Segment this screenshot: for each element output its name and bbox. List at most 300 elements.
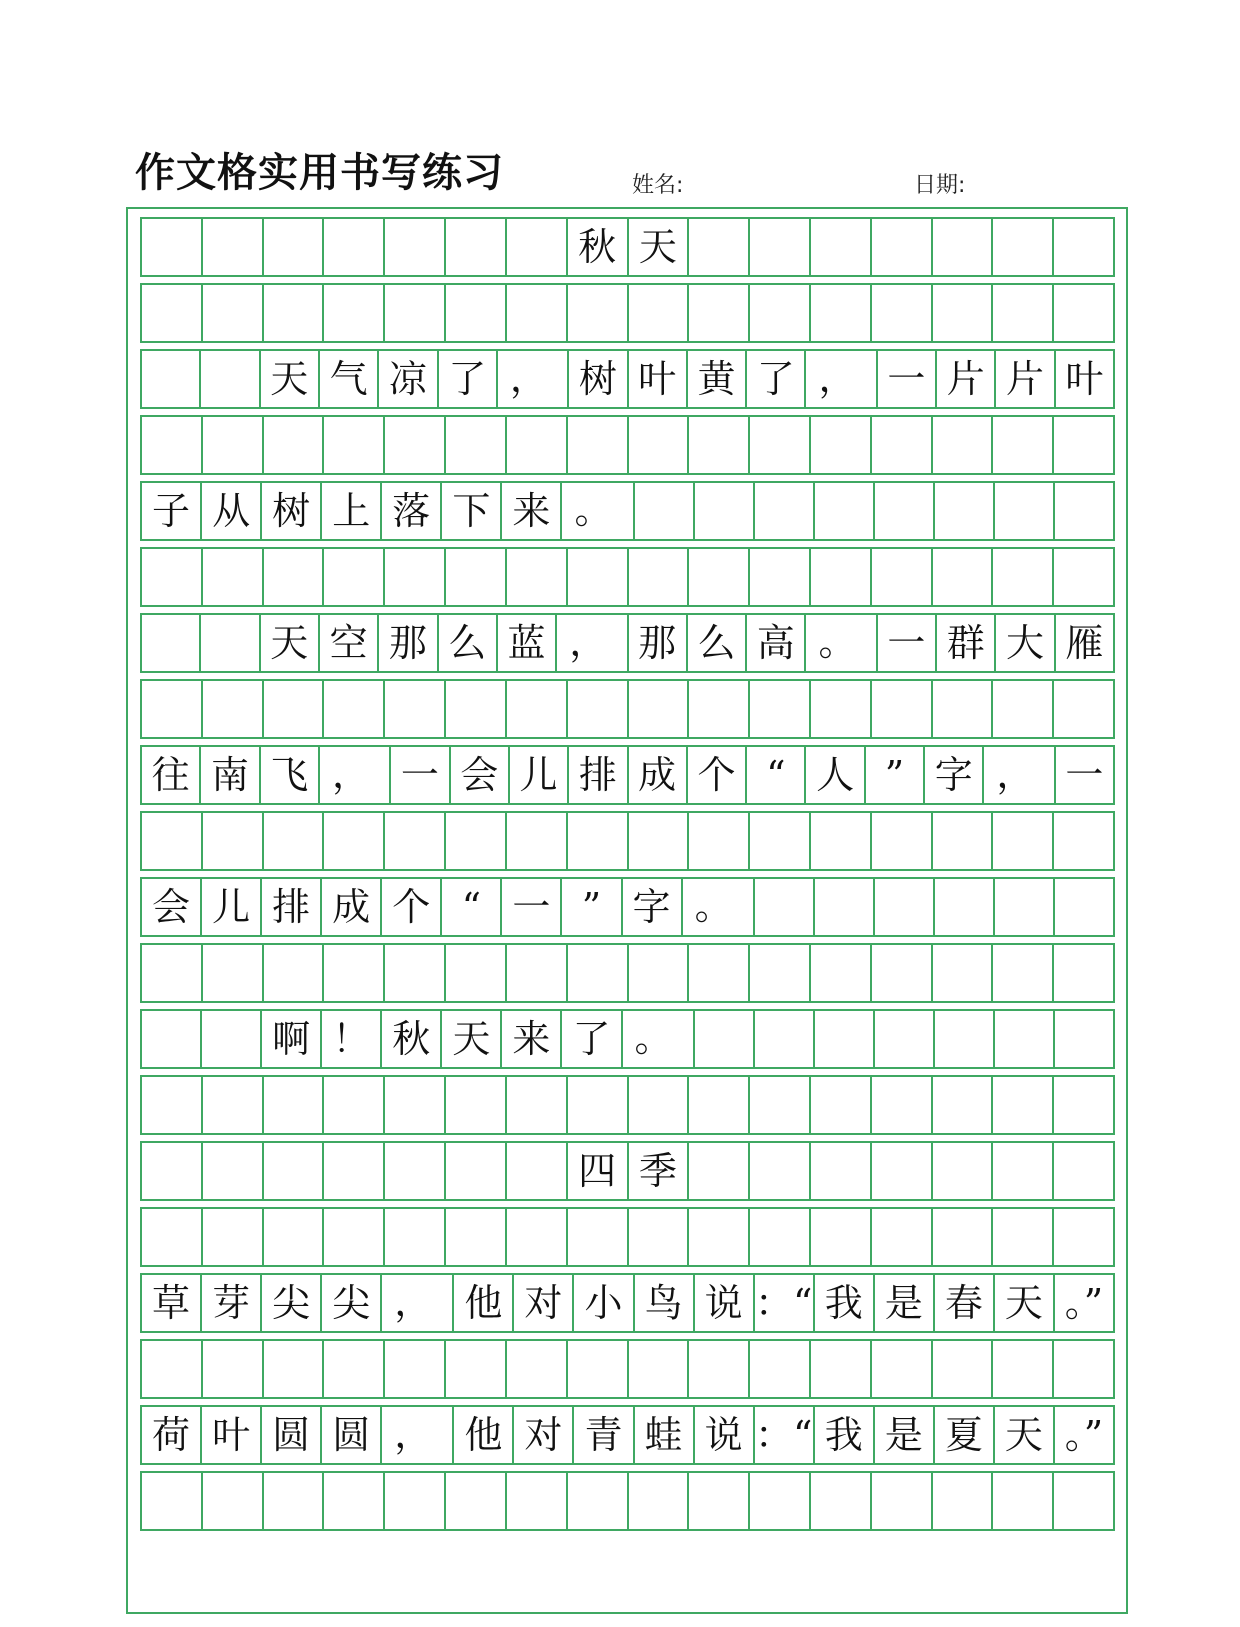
grid-cell: 。 bbox=[683, 879, 755, 935]
grid-cell: 么 bbox=[439, 615, 498, 671]
grid-cell: 子 bbox=[142, 483, 202, 539]
grid-cell: 。 bbox=[806, 615, 877, 671]
grid-cell bbox=[142, 1473, 203, 1529]
grid-cell: 叶 bbox=[1065, 357, 1104, 401]
grid-cell: 草 bbox=[142, 1275, 202, 1331]
grid-cell bbox=[507, 285, 568, 341]
grid-cell bbox=[689, 681, 750, 737]
grid-cell bbox=[385, 813, 446, 869]
grid-cell: 叶 bbox=[629, 351, 688, 407]
grid-cell: 南 bbox=[201, 747, 260, 803]
grid-cell bbox=[933, 1341, 994, 1397]
grid-cell bbox=[629, 945, 690, 1001]
grid-cell: 会 bbox=[451, 747, 510, 803]
grid-cell bbox=[750, 1077, 811, 1133]
grid-cell bbox=[629, 1209, 690, 1265]
grid-cell: 从 bbox=[202, 483, 262, 539]
grid-cell: 排 bbox=[569, 747, 628, 803]
grid-cell: 了 bbox=[747, 351, 806, 407]
grid-cell bbox=[629, 1077, 690, 1133]
grid-cell: 树 bbox=[262, 483, 322, 539]
grid-cell bbox=[993, 417, 1054, 473]
grid-cell bbox=[264, 1143, 325, 1199]
grid-cell bbox=[142, 1209, 203, 1265]
grid-cell bbox=[993, 1143, 1054, 1199]
grid-cell: 尖 bbox=[262, 1275, 322, 1331]
grid-cell: 蛙 bbox=[635, 1407, 695, 1463]
grid-cell bbox=[755, 1011, 815, 1067]
grid-cell bbox=[568, 285, 629, 341]
grid-cell bbox=[815, 483, 875, 539]
grid-cell bbox=[507, 1209, 568, 1265]
grid-cell bbox=[203, 1077, 264, 1133]
grid-cell bbox=[875, 483, 935, 539]
grid-cell bbox=[446, 417, 507, 473]
grid-cell bbox=[1054, 1341, 1113, 1397]
grid-cell bbox=[811, 1473, 872, 1529]
grid-cell bbox=[689, 1473, 750, 1529]
grid-cell bbox=[324, 219, 385, 275]
grid-cell bbox=[507, 1077, 568, 1133]
grid-cell bbox=[324, 1473, 385, 1529]
grid-cell bbox=[203, 1341, 264, 1397]
grid-cell: 么 bbox=[688, 615, 747, 671]
grid-cell bbox=[203, 945, 264, 1001]
grid-row bbox=[140, 1471, 1115, 1531]
grid-cell bbox=[385, 285, 446, 341]
grid-cell bbox=[568, 1077, 629, 1133]
grid-cell bbox=[446, 1143, 507, 1199]
grid-cell bbox=[872, 1143, 933, 1199]
grid-cell bbox=[811, 681, 872, 737]
grid-cell: 会 bbox=[142, 879, 202, 935]
date-label: 日期: bbox=[914, 173, 966, 198]
grid-cell bbox=[695, 483, 755, 539]
grid-cell bbox=[933, 219, 994, 275]
grid-cell bbox=[264, 285, 325, 341]
grid-cell: ， bbox=[984, 747, 1055, 803]
grid-cell: 对 bbox=[514, 1407, 574, 1463]
grid-cell bbox=[995, 1011, 1055, 1067]
grid-cell bbox=[872, 813, 933, 869]
grid-row bbox=[140, 1009, 1115, 1069]
grid-cell: 我 bbox=[815, 1407, 875, 1463]
grid-cell bbox=[811, 1341, 872, 1397]
grid-cell: 夏 bbox=[935, 1407, 995, 1463]
grid-cell bbox=[629, 813, 690, 869]
grid-cell bbox=[750, 219, 811, 275]
grid-cell bbox=[324, 1143, 385, 1199]
grid-cell bbox=[385, 681, 446, 737]
grid-cell: 是 bbox=[875, 1407, 935, 1463]
grid-cell bbox=[203, 549, 264, 605]
grid-cell bbox=[264, 219, 325, 275]
grid-cell bbox=[446, 285, 507, 341]
grid-cell: 了 bbox=[562, 1011, 622, 1067]
grid-cell: 天 bbox=[629, 219, 690, 275]
grid-cell: ！ bbox=[322, 1011, 382, 1067]
grid-cell: 对 bbox=[514, 1275, 574, 1331]
grid-cell bbox=[507, 813, 568, 869]
grid-cell: 蓝 bbox=[498, 615, 557, 671]
grid-cell bbox=[568, 681, 629, 737]
grid-cell bbox=[872, 945, 933, 1001]
grid-cell: 凉 bbox=[379, 351, 438, 407]
grid-cell bbox=[568, 813, 629, 869]
grid-cell: 字 bbox=[925, 747, 984, 803]
grid-row bbox=[140, 1075, 1115, 1135]
grid-cell bbox=[993, 1077, 1054, 1133]
grid-cell bbox=[324, 1341, 385, 1397]
grid-cell bbox=[689, 1341, 750, 1397]
grid-cell bbox=[446, 813, 507, 869]
grid-cell: 那 bbox=[629, 615, 688, 671]
grid-cell: 天 bbox=[442, 1011, 502, 1067]
grid-cell: ：“ bbox=[755, 1275, 815, 1331]
name-label: 姓名: bbox=[632, 173, 684, 198]
grid-cell bbox=[142, 219, 203, 275]
grid-cell bbox=[993, 1341, 1054, 1397]
grid-cell bbox=[507, 549, 568, 605]
grid-cell bbox=[1055, 483, 1113, 539]
grid-row bbox=[140, 1141, 1115, 1201]
grid-cell bbox=[568, 417, 629, 473]
grid-cell: ， bbox=[320, 747, 391, 803]
grid-cell: ， bbox=[557, 615, 628, 671]
grid-cell bbox=[750, 813, 811, 869]
grid-cell bbox=[1054, 219, 1113, 275]
grid-cell: 上 bbox=[322, 483, 382, 539]
grid-cell bbox=[993, 1473, 1054, 1529]
grid-cell: 往 bbox=[142, 747, 201, 803]
grid-cell bbox=[689, 1143, 750, 1199]
grid-cell bbox=[142, 417, 203, 473]
grid-cell bbox=[811, 1077, 872, 1133]
grid-cell bbox=[1054, 549, 1113, 605]
grid-cell bbox=[993, 1209, 1054, 1265]
grid-cell: ， bbox=[382, 1275, 454, 1331]
grid-cell bbox=[324, 1209, 385, 1265]
grid-cell bbox=[933, 417, 994, 473]
grid-cell bbox=[993, 945, 1054, 1001]
grid-cell: 黄 bbox=[688, 351, 747, 407]
grid-cell bbox=[446, 1473, 507, 1529]
grid-cell bbox=[324, 681, 385, 737]
grid-cell: 了 bbox=[439, 351, 498, 407]
grid-cell bbox=[933, 1143, 994, 1199]
grid-cell: 雁 bbox=[1065, 621, 1104, 665]
grid-cell bbox=[568, 1341, 629, 1397]
grid-cell bbox=[142, 1143, 203, 1199]
grid-row bbox=[140, 745, 1115, 805]
grid-cell: 儿 bbox=[202, 879, 262, 935]
grid-cell bbox=[750, 1341, 811, 1397]
grid-cell bbox=[875, 879, 935, 935]
grid-cell bbox=[142, 549, 203, 605]
grid-cell bbox=[755, 879, 815, 935]
grid-cell bbox=[142, 615, 201, 671]
grid-cell bbox=[993, 681, 1054, 737]
grid-cell bbox=[142, 945, 203, 1001]
grid-cell bbox=[142, 1011, 202, 1067]
grid-cell bbox=[264, 1209, 325, 1265]
grid-cell bbox=[446, 549, 507, 605]
grid-cell: 他 bbox=[454, 1407, 514, 1463]
grid-cell bbox=[750, 945, 811, 1001]
grid-cell: 圆 bbox=[262, 1407, 322, 1463]
grid-cell bbox=[933, 1473, 994, 1529]
grid-cell: 气 bbox=[320, 351, 379, 407]
grid-cell bbox=[324, 945, 385, 1001]
grid-cell: 说 bbox=[695, 1275, 755, 1331]
grid-row bbox=[140, 1207, 1115, 1267]
grid-cell bbox=[385, 1341, 446, 1397]
grid-cell bbox=[385, 417, 446, 473]
grid-cell bbox=[568, 945, 629, 1001]
grid-cell bbox=[872, 681, 933, 737]
grid-cell: 圆 bbox=[322, 1407, 382, 1463]
grid-cell bbox=[568, 549, 629, 605]
grid-cell: 他 bbox=[454, 1275, 514, 1331]
grid-cell bbox=[264, 681, 325, 737]
grid-cell bbox=[385, 549, 446, 605]
grid-cell: 群 bbox=[937, 615, 996, 671]
grid-cell bbox=[324, 285, 385, 341]
grid-cell bbox=[872, 1209, 933, 1265]
grid-cell bbox=[993, 813, 1054, 869]
grid-cell: 尖 bbox=[322, 1275, 382, 1331]
grid-cell bbox=[385, 1143, 446, 1199]
grid-cell: 鸟 bbox=[635, 1275, 695, 1331]
grid-cell bbox=[811, 813, 872, 869]
grid-cell bbox=[995, 879, 1055, 935]
grid-cell bbox=[385, 1077, 446, 1133]
grid-cell bbox=[933, 285, 994, 341]
grid-cell: 人 bbox=[806, 747, 865, 803]
grid-cell bbox=[264, 417, 325, 473]
grid-cell bbox=[993, 549, 1054, 605]
grid-cell bbox=[995, 483, 1055, 539]
grid-cell bbox=[1054, 1143, 1113, 1199]
grid-cell bbox=[993, 285, 1054, 341]
grid-cell: 小 bbox=[574, 1275, 634, 1331]
grid-cell: 四 bbox=[568, 1143, 629, 1199]
grid-cell bbox=[629, 681, 690, 737]
grid-cell: 成 bbox=[322, 879, 382, 935]
grid-cell: 大 bbox=[996, 615, 1055, 671]
grid-cell bbox=[385, 945, 446, 1001]
grid-cell: 。” bbox=[1064, 1281, 1104, 1325]
grid-cell bbox=[203, 681, 264, 737]
grid-cell bbox=[203, 417, 264, 473]
grid-cell bbox=[1054, 681, 1113, 737]
grid-cell bbox=[203, 1473, 264, 1529]
grid-cell bbox=[635, 483, 695, 539]
grid-cell bbox=[750, 417, 811, 473]
grid-cell bbox=[811, 1143, 872, 1199]
grid-cell bbox=[446, 1209, 507, 1265]
grid-cell: 片 bbox=[996, 351, 1055, 407]
grid-cell bbox=[1054, 945, 1113, 1001]
grid-cell bbox=[872, 285, 933, 341]
grid-row bbox=[140, 547, 1115, 607]
grid-cell: 是 bbox=[875, 1275, 935, 1331]
grid-cell bbox=[872, 1341, 933, 1397]
grid-cell bbox=[933, 549, 994, 605]
grid-cell bbox=[203, 219, 264, 275]
grid-cell bbox=[142, 1077, 203, 1133]
grid-cell: 来 bbox=[502, 1011, 562, 1067]
grid-cell: 成 bbox=[629, 747, 688, 803]
grid-cell bbox=[264, 945, 325, 1001]
grid-cell: 。” bbox=[1064, 1413, 1104, 1457]
grid-cell bbox=[568, 1209, 629, 1265]
grid-row bbox=[140, 283, 1115, 343]
grid-cell bbox=[811, 549, 872, 605]
grid-cell bbox=[507, 681, 568, 737]
grid-cell: 排 bbox=[262, 879, 322, 935]
grid-row bbox=[140, 1405, 1115, 1465]
grid-cell bbox=[264, 549, 325, 605]
grid-cell bbox=[324, 417, 385, 473]
grid-cell bbox=[202, 1011, 262, 1067]
grid-cell bbox=[324, 813, 385, 869]
grid-cell: 天 bbox=[995, 1407, 1055, 1463]
grid-cell: 啊 bbox=[262, 1011, 322, 1067]
grid-cell: ” bbox=[562, 879, 622, 935]
grid-cell bbox=[1054, 813, 1113, 869]
grid-cell bbox=[750, 1209, 811, 1265]
grid-cell: ：“ bbox=[755, 1407, 815, 1463]
grid-cell bbox=[1054, 1473, 1113, 1529]
grid-cell: 。 bbox=[562, 483, 634, 539]
grid-cell: 说 bbox=[695, 1407, 755, 1463]
grid-cell bbox=[1054, 417, 1113, 473]
grid-cell: 我 bbox=[815, 1275, 875, 1331]
grid-cell: 一 bbox=[1065, 753, 1104, 797]
grid-cell bbox=[203, 1143, 264, 1199]
grid-cell: 一 bbox=[878, 351, 937, 407]
grid-cell bbox=[385, 1209, 446, 1265]
grid-row bbox=[140, 481, 1115, 541]
grid-cell bbox=[815, 879, 875, 935]
grid-cell bbox=[203, 1209, 264, 1265]
grid-cell bbox=[689, 417, 750, 473]
grid-cell bbox=[750, 285, 811, 341]
grid-cell bbox=[507, 219, 568, 275]
grid-cell: “ bbox=[747, 747, 806, 803]
grid-cell bbox=[507, 1473, 568, 1529]
grid-row bbox=[140, 613, 1115, 673]
grid-cell bbox=[933, 1209, 994, 1265]
grid-cell bbox=[811, 219, 872, 275]
grid-cell bbox=[385, 219, 446, 275]
grid-cell bbox=[1054, 285, 1113, 341]
grid-cell bbox=[750, 1473, 811, 1529]
grid-cell bbox=[1054, 1209, 1113, 1265]
grid-row bbox=[140, 811, 1115, 871]
grid-cell bbox=[689, 945, 750, 1001]
grid-cell: 天 bbox=[261, 615, 320, 671]
grid-cell: 。 bbox=[623, 1011, 695, 1067]
grid-cell: 青 bbox=[574, 1407, 634, 1463]
grid-cell bbox=[142, 681, 203, 737]
grid-cell: 那 bbox=[379, 615, 438, 671]
grid-cell bbox=[689, 1077, 750, 1133]
grid-cell bbox=[507, 417, 568, 473]
grid-cell bbox=[201, 351, 260, 407]
grid-cell bbox=[811, 945, 872, 1001]
grid-cell bbox=[1055, 1011, 1113, 1067]
grid-cell bbox=[933, 813, 994, 869]
grid-cell bbox=[629, 417, 690, 473]
grid-row bbox=[140, 1273, 1115, 1333]
grid-cell bbox=[324, 549, 385, 605]
grid-cell bbox=[446, 1077, 507, 1133]
grid-cell: 片 bbox=[937, 351, 996, 407]
grid-cell bbox=[935, 879, 995, 935]
grid-cell bbox=[385, 1473, 446, 1529]
grid-row bbox=[140, 415, 1115, 475]
grid-row bbox=[140, 943, 1115, 1003]
grid-cell bbox=[507, 1143, 568, 1199]
grid-cell bbox=[933, 945, 994, 1001]
grid-cell bbox=[629, 1473, 690, 1529]
grid-cell: 空 bbox=[320, 615, 379, 671]
grid-cell bbox=[142, 285, 203, 341]
grid-cell: 高 bbox=[747, 615, 806, 671]
grid-cell bbox=[507, 945, 568, 1001]
grid-cell bbox=[203, 285, 264, 341]
grid-cell: 芽 bbox=[202, 1275, 262, 1331]
grid-cell bbox=[142, 351, 201, 407]
grid-cell bbox=[872, 1473, 933, 1529]
grid-cell: 个 bbox=[688, 747, 747, 803]
grid-cell bbox=[1054, 1077, 1113, 1133]
grid-cell bbox=[201, 615, 260, 671]
grid-cell: 字 bbox=[623, 879, 683, 935]
grid-cell bbox=[750, 549, 811, 605]
grid-cell bbox=[695, 1011, 755, 1067]
grid-cell: 一 bbox=[391, 747, 450, 803]
grid-cell bbox=[755, 483, 815, 539]
grid-cell: 落 bbox=[382, 483, 442, 539]
grid-cell: 季 bbox=[629, 1143, 690, 1199]
grid-cell bbox=[811, 285, 872, 341]
grid-row bbox=[140, 679, 1115, 739]
grid-cell: ， bbox=[498, 351, 569, 407]
grid-cell bbox=[933, 681, 994, 737]
grid-cell bbox=[629, 285, 690, 341]
grid-cell bbox=[446, 681, 507, 737]
grid-cell: 来 bbox=[502, 483, 562, 539]
grid-cell bbox=[264, 1341, 325, 1397]
grid-cell bbox=[264, 1473, 325, 1529]
grid-cell bbox=[875, 1011, 935, 1067]
grid-cell bbox=[689, 1209, 750, 1265]
grid-cell bbox=[815, 1011, 875, 1067]
grid-cell: ” bbox=[866, 747, 925, 803]
grid-cell bbox=[446, 945, 507, 1001]
grid-cell: 树 bbox=[569, 351, 628, 407]
grid-cell bbox=[142, 813, 203, 869]
grid-cell: 飞 bbox=[261, 747, 320, 803]
grid-cell bbox=[568, 1473, 629, 1529]
grid-cell: 叶 bbox=[202, 1407, 262, 1463]
grid-cell: 秋 bbox=[382, 1011, 442, 1067]
grid-cell: 儿 bbox=[510, 747, 569, 803]
worksheet-title: 作文格实用书写练习 bbox=[135, 150, 504, 196]
